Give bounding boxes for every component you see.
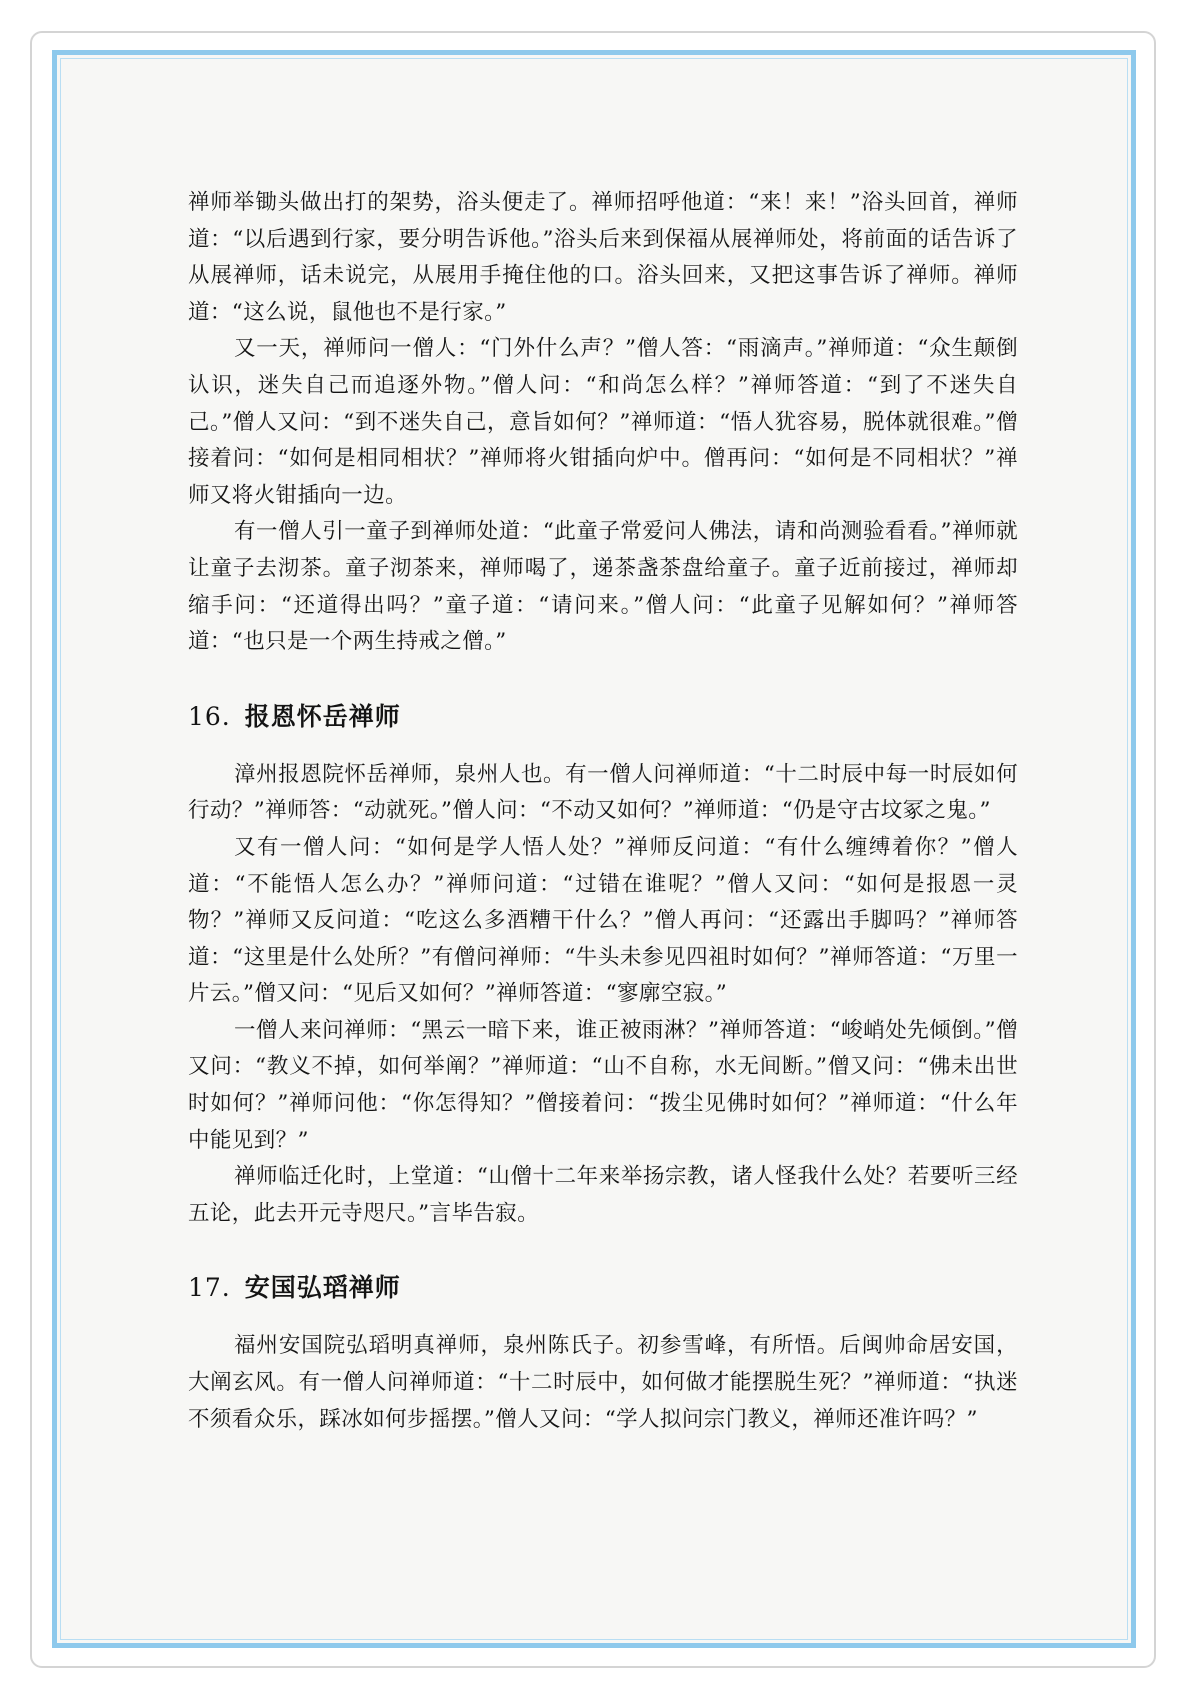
paragraph: 禅师临迁化时，上堂道：“山僧十二年来举扬宗教，诸人怪我什么处？若要听三经五论，此去开元寺咫尺。”言毕告寂。: [188, 1164, 1018, 1226]
paragraph: 又一天，禅师问一僧人：“门外什么声？”僧人答：“雨滴声。”禅师道：“众生颠倒认识，迷失自己而追逐外物。”僧人问：“和尚怎么样？”禅师答道：“到了不迷失自己。”僧人又问：“到不迷失自己，意旨如何？”禅师道：“悟人犹容易，脱体就很难。”僧接着问：“如何是相同相状？”禅师将火钳插向炉中。僧再问：“如何是不同相状？”禅师又将火钳插向一边。: [188, 336, 1018, 508]
section-number: 17.: [188, 1273, 231, 1303]
paragraph: 禅师举锄头做出打的架势，浴头便走了。禅师招呼他道：“来！来！”浴头回首，禅师道：“以后遇到行家，要分明告诉他。”浴头后来到保福从展禅师处，将前面的话告诉了从展禅师，话未说完，从展用手掩住他的口。浴头回来，又把这事告诉了禅师。禅师道：“这么说，鼠他也不是行家。”: [188, 190, 1018, 325]
section-title-text: 安国弘瑫禅师: [244, 1273, 401, 1303]
section-heading: [188, 699, 1018, 735]
paragraph: 一僧人来问禅师：“黑云一暗下来，谁正被雨淋？”禅师答道：“峻峭处先倾倒。”僧又问：“教义不掉，如何举阐？”禅师道：“山不自称，水无间断。”僧又问：“佛未出世时如何？”禅师问他：“你怎得知？”僧接着问：“拨尘见佛时如何？”禅师道：“什么年中能见到？”: [188, 1017, 1018, 1153]
paragraph: 漳州报恩院怀岳禅师，泉州人也。有一僧人问禅师道：“十二时辰中每一时辰如何行动？”禅师答：“动就死。”僧人问：“不动又如何？”禅师道：“仍是守古坟冢之鬼。”: [188, 761, 1018, 824]
book-page-content: [188, 185, 1018, 1438]
paragraph: 有一僧人引一童子到禅师处道：“此童子常爱问人佛法，请和尚测验看看。”禅师就让童子去沏茶。童子沏茶来，禅师喝了，递茶盏茶盘给童子。童子近前接过，禅师却缩手问：“还道得出吗？”童子道：“请问来。”僧人问：“此童子见解如何？”禅师答道：“也只是一个两生持戒之僧。”: [188, 519, 1018, 655]
paragraph: 福州安国院弘瑫明真禅师，泉州陈氏子。初参雪峰，有所悟。后闽帅命居安国，大阐玄风。有一僧人问禅师道：“十二时辰中，如何做才能摆脱生死？”禅师道：“执迷不须看众乐，踩冰如何步摇摆。”僧人又问：“学人拟问宗门教义，禅师还准许吗？”: [188, 1333, 1018, 1432]
section-number: 16.: [188, 701, 231, 731]
paragraph: 又有一僧人问：“如何是学人悟人处？”禅师反问道：“有什么缠缚着你？”僧人道：“不能悟人怎么办？”禅师问道：“过错在谁呢？”僧人又问：“如何是报恩一灵物？”禅师又反问道：“吃这么多酒糟干什么？”僧人再问：“还露出手脚吗？”禅师答道：“这里是什么处所？”有僧问禅师：“牛头未参见四祖时如何？”禅师答道：“万里一片云。”僧又问：“见后又如何？”禅师答道：“寥廓空寂。”: [188, 834, 1018, 1007]
section-title-text: 报恩怀岳禅师: [244, 701, 401, 731]
section-heading: [188, 1270, 1018, 1306]
